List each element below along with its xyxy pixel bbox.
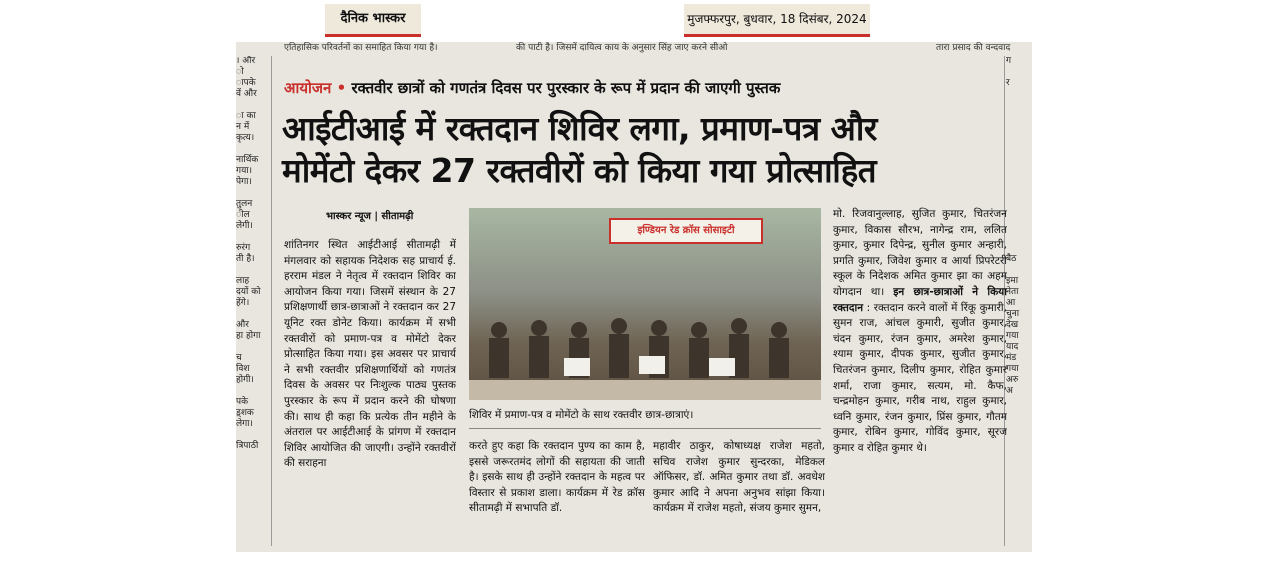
right-fragment-line: [1006, 188, 1032, 199]
headline-line-1: आईटीआई में रक्तदान शिविर लगा, प्रमाण-पत्र और: [282, 109, 877, 148]
left-fragment-line: न में: [236, 122, 250, 132]
right-fragment-line: बैठ: [1006, 254, 1017, 264]
left-fragment-line: ापके: [236, 78, 256, 88]
byline: भास्कर न्यूज | सीतामढ़ी: [326, 211, 414, 222]
right-fragment-line: [1006, 144, 1032, 155]
left-fragment-line: वें और: [236, 89, 257, 99]
right-fragment-line: इमा: [1006, 276, 1019, 286]
left-fragment-line: विश: [236, 364, 250, 374]
left-fragment-line: होगी।: [236, 375, 254, 385]
right-fragment-line: देख: [1006, 320, 1019, 330]
left-fragment-line: [236, 430, 270, 441]
kicker-tag: आयोजन: [284, 79, 332, 97]
left-fragment-line: ा का: [236, 111, 256, 121]
right-fragment-line: ग: [1006, 56, 1012, 66]
left-fragment-line: पेगा।: [236, 177, 252, 187]
kicker-text: रक्तवीर छात्रों को गणतंत्र दिवस पर पुरस्कार के रूप में प्रदान की जाएगी पुस्तक: [351, 79, 781, 97]
right-fragment-line: [1006, 100, 1032, 111]
headline: [282, 108, 998, 192]
left-fragment-line: ती है।: [236, 254, 255, 264]
left-fragment-line: । और: [236, 56, 256, 66]
left-fragment-line: लाह: [236, 276, 250, 286]
right-fragment-line: [1006, 177, 1032, 188]
article-column-2: करते हुए कहा कि रक्तदान पुण्य का काम है, इससे जरूरतमंद लोगों की सहायता की जाती है। इसके साथ ही उन्होंने रक्तदान के महत्व पर विस्तार से प्रकाश डाला। कार्यक्रम में रेड क्रॉस सीतामढ़ी में सभापति डॉ.: [469, 440, 645, 515]
left-fragment-line: [236, 144, 270, 155]
right-fragment-line: र: [1006, 78, 1010, 88]
right-fragment-line: [1006, 221, 1032, 232]
left-fragment-line: तुलन: [236, 199, 253, 209]
event-photo: [469, 208, 821, 400]
left-fragment-line: [236, 265, 270, 276]
right-fragment-line: अरु: [1006, 375, 1019, 385]
left-fragment-line: और: [236, 320, 249, 330]
left-fragment-line: त्रिपाठी: [236, 441, 259, 451]
left-fragment-line: ड़्शक: [236, 408, 254, 418]
right-fragment-line: [1006, 133, 1032, 144]
right-fragment-line: [1006, 111, 1032, 122]
left-fragment-line: पके: [236, 397, 249, 407]
article-column-4: [833, 207, 1007, 550]
article-column-4-part-b: : रक्तदान करने वालों में रिंकू कुमारी, सुमन राज, आंचल कुमारी, सुजीत कुमार, चंदन कुमार, रंजन कुमार, अमरेश कुमार, श्याम कुमार, दीपक कुमार, सुजीत कुमार, चितरंजन कुमार, दिलीप कुमार, रोहित कुमार शर्मा, राजा कुमार, सत्यम, मो. कैफ, चन्द्रमोहन कुमार, गरीब नाथ, राहुल कुमार, ध्वनि कुमार, रंजन कुमार, प्रिंस कुमार, गौतम कुमार, रोबिन कुमार, गोविंद कुमार, सूरज कुमार व रोहित कुमार थे।: [833, 301, 1007, 454]
top-strip: [236, 42, 1032, 54]
photo-banner: इण्डियन रेड क्रॉस सोसाइटी: [609, 218, 763, 244]
left-fragment-line: नार्थिक: [236, 155, 259, 165]
left-column-rule: [271, 56, 272, 546]
article-subhead: इन छात्र-छात्राओं ने किया रक्तदान: [833, 285, 1007, 314]
right-fragment-line: [1006, 210, 1032, 221]
right-fragment-line: [1006, 67, 1032, 78]
left-fragment-line: [236, 386, 270, 397]
right-fragment-line: अ: [1006, 386, 1013, 396]
dateline: [684, 4, 870, 37]
right-adjacent-column: [1006, 56, 1032, 546]
left-fragment-line: [236, 232, 270, 243]
right-fragment-line: [1006, 89, 1032, 100]
kicker: [284, 78, 994, 98]
left-fragment-line: गया।: [236, 166, 253, 176]
left-fragment-line: च: [236, 353, 242, 363]
left-fragment-line: [236, 342, 270, 353]
left-fragment-line: लेगा।: [236, 419, 253, 429]
top-strip-middle: की पाटी है। जिसमें दायित्व काय के अनुसार सिंह जाए करने सीओ: [516, 43, 728, 53]
right-fragment-line: [1006, 155, 1032, 166]
left-fragment-line: कृत्य।: [236, 133, 255, 143]
left-fragment-line: लेगी।: [236, 221, 253, 231]
right-fragment-line: चुना: [1006, 309, 1020, 319]
left-fragment-line: हा होगा: [236, 331, 261, 341]
right-fragment-line: [1006, 232, 1032, 243]
article-column-1: शांतिनगर स्थित आईटीआई सीतामढ़ी में मंगलवार को सहायक निदेशक सह प्राचार्य ई. हरराम मंडल ने नेतृत्व में रक्तदान शिविर का आयोजन किया गया। जिसमें संस्थान के 27 प्रशिक्षणार्थी छात्र-छात्राओं ने रक्तदान कर 27 यूनिट रक्त डोनेट किया। कार्यक्रम में सभी रक्तवीरों को प्रमाण-पत्र व मोमेंटो देकर प्रोत्साहित किया गया। इस अवसर पर प्राचार्य ने सभी रक्तवीर प्रशिक्षणार्थियों को गणतंत्र दिवस के अवसर पर निःशुल्क पाठ्य पुस्तक पुरस्कार के रूप में प्रदान करने की घोषणा की। साथ ही कहा कि प्रत्येक तीन महीने के अंतराल पर आईटीआई के प्रांगण में रक्तदान शिविर आयोजित की जाएगी। उन्होंने रक्तवीरों की सराहना: [284, 239, 456, 470]
right-fragment-line: गया: [1006, 364, 1019, 374]
right-fragment-line: आ: [1006, 298, 1016, 308]
left-fragment-line: रुरंग: [236, 243, 251, 253]
left-fragment-line: हेंगे।: [236, 298, 250, 308]
left-fragment-line: ो: [236, 67, 244, 77]
right-fragment-line: [1006, 199, 1032, 210]
article-column-3: महावीर ठाकुर, कोषाध्यक्ष राजेश महतो, सचिव राजेश कुमार सुन्दरका, मेडिकल ऑफिसर, डॉ. अमित कुमार तथा डॉ. अवधेश कुमार आदि ने अपना अनुभव सांझा किया। कार्यक्रम में राजेश महतो, संजय कुमार सुमन,: [653, 440, 825, 515]
right-fragment-line: [1006, 265, 1032, 276]
newspaper-clipping: [236, 42, 1032, 552]
top-strip-left: एतिहासिक परिवर्तनों का समाहित किया गया है।: [284, 43, 438, 53]
right-fragment-line: मंड: [1006, 353, 1017, 363]
crowd-illustration: [469, 300, 821, 400]
right-fragment-line: नेता: [1006, 287, 1019, 297]
right-fragment-line: [1006, 243, 1032, 254]
right-fragment-line: याद: [1006, 342, 1019, 352]
left-fragment-line: [236, 188, 270, 199]
caption-rule: [469, 428, 821, 429]
masthead: दैनिक भास्कर: [325, 4, 421, 37]
right-fragment-line: गया: [1006, 331, 1019, 341]
article-column-4-part-a: मो. रिजवानुल्लाह, सुजित कुमार, चितरंजन कुमार, विकास सौरभ, नागेन्द्र राम, ललित कुमार, कुमार दिपेन्द्र, सुनील कुमार अन्हारी, प्रगति कुमार, जिवेश कुमार व आर्या प्रिपरेटरी स्कूल के निदेशक अमित कुमार झा का अहम योगदान था।: [833, 208, 1007, 298]
photo-caption: शिविर में प्रमाण-पत्र व मोमेंटो के साथ रक्तवीर छात्र-छात्राएं।: [469, 409, 694, 421]
kicker-bullet: •: [336, 79, 347, 97]
right-fragment-line: [1006, 122, 1032, 133]
top-strip-right: तारा प्रसाद की वन्दवाद: [936, 43, 1011, 53]
left-fragment-line: [236, 100, 270, 111]
right-fragment-line: [1006, 166, 1032, 177]
headline-line-2: मोमेंटो देकर 27 रक्तवीरों को किया गया प्रोत्साहित: [282, 151, 877, 190]
left-fragment-line: [236, 309, 270, 320]
dateline-text: मुजफ्फरपुर, बुधवार, 18 दिसंबर, 2024: [687, 12, 867, 26]
left-fragment-line: ील: [236, 210, 250, 220]
left-fragment-line: दयों को: [236, 287, 261, 297]
left-adjacent-column: [236, 56, 270, 546]
